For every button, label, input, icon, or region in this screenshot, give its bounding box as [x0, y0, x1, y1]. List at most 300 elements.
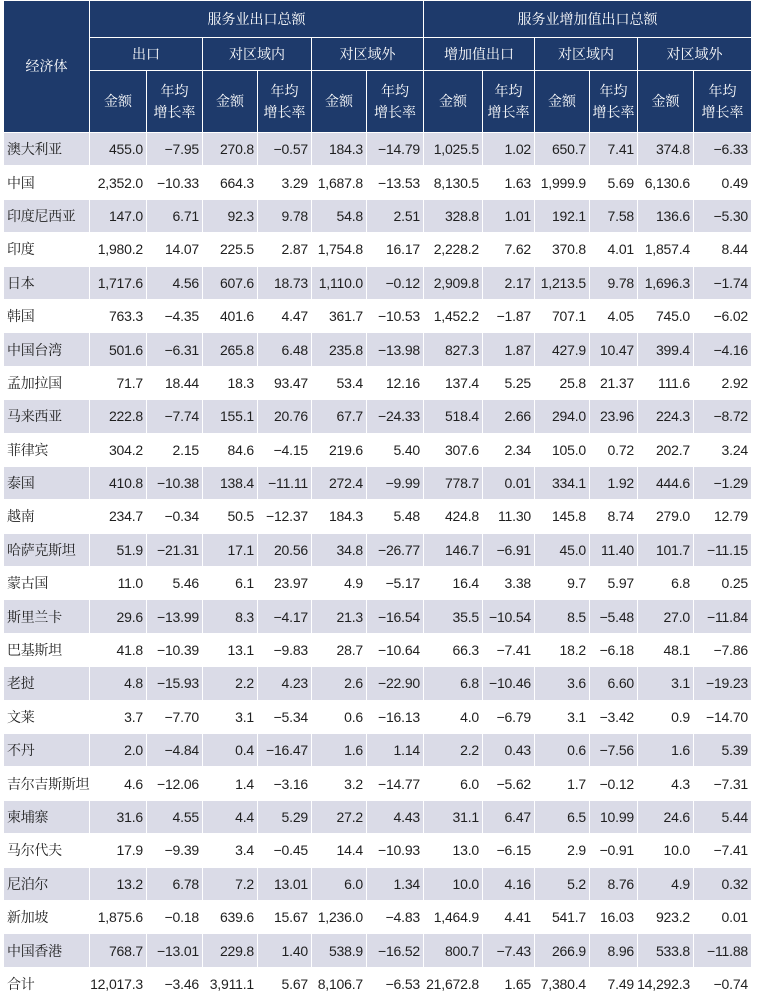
services-export-table	[4, 1, 752, 1001]
growth-rate-cell: −26.77	[367, 534, 424, 567]
amount-header: 金额	[424, 71, 483, 133]
table-row	[4, 600, 752, 633]
growth-rate-cell: 6.71	[147, 200, 203, 233]
amount-cell: 27.0	[638, 600, 694, 633]
amount-cell: 3,911.1	[203, 968, 258, 1001]
growth-rate-cell: −0.91	[590, 834, 638, 867]
growth-rate-cell: −0.34	[147, 500, 203, 533]
amount-cell: 29.6	[90, 600, 147, 633]
growth-rate-cell: −14.79	[367, 133, 424, 166]
subgroup-header-va-intra-region: 对区域内	[535, 38, 638, 71]
growth-rate-cell: 11.40	[590, 534, 638, 567]
amount-cell: 607.6	[203, 267, 258, 300]
growth-rate-cell: 0.49	[694, 166, 752, 199]
amount-cell: 370.8	[535, 233, 590, 266]
economy-cell: 日本	[4, 267, 90, 300]
amount-cell: 707.1	[535, 300, 590, 333]
table-row	[4, 400, 752, 433]
growth-rate-cell: −7.31	[694, 767, 752, 800]
amount-cell: 67.7	[312, 400, 367, 433]
amount-cell: 219.6	[312, 434, 367, 467]
amount-cell: 25.8	[535, 367, 590, 400]
growth-rate-cell: 5.97	[590, 567, 638, 600]
growth-rate-cell: 8.76	[590, 868, 638, 901]
subgroup-header-intra-region: 对区域内	[203, 38, 312, 71]
amount-cell: 7.2	[203, 868, 258, 901]
table-row	[4, 567, 752, 600]
amount-cell: 12,017.3	[90, 968, 147, 1001]
growth-rate-cell: −5.62	[483, 767, 535, 800]
amount-cell: 8,130.5	[424, 166, 483, 199]
amount-cell: 455.0	[90, 133, 147, 166]
growth-rate-cell: 2.15	[147, 434, 203, 467]
growth-rate-header	[147, 71, 203, 133]
amount-cell: 21,672.8	[424, 968, 483, 1001]
table-row	[4, 801, 752, 834]
amount-cell: 10.0	[638, 834, 694, 867]
growth-rate-cell: 8.44	[694, 233, 752, 266]
growth-rate-cell: 4.05	[590, 300, 638, 333]
growth-rate-cell: 0.32	[694, 868, 752, 901]
economy-cell: 不丹	[4, 734, 90, 767]
growth-rate-header-line1: 年均	[160, 82, 189, 99]
growth-rate-header-line1: 年均	[270, 82, 299, 99]
table-row	[4, 701, 752, 734]
amount-cell: 664.3	[203, 166, 258, 199]
amount-cell: 137.4	[424, 367, 483, 400]
economy-cell: 合计	[4, 968, 90, 1001]
amount-cell: 3.1	[535, 701, 590, 734]
growth-rate-cell: −13.98	[367, 333, 424, 366]
amount-cell: 6.8	[638, 567, 694, 600]
amount-cell: 6.1	[203, 567, 258, 600]
growth-rate-cell: 1.34	[367, 868, 424, 901]
growth-rate-cell: −14.77	[367, 767, 424, 800]
growth-rate-cell: 3.38	[483, 567, 535, 600]
amount-cell: 923.2	[638, 901, 694, 934]
growth-rate-cell: 5.44	[694, 801, 752, 834]
amount-cell: 14,292.3	[638, 968, 694, 1001]
amount-cell: 294.0	[535, 400, 590, 433]
growth-rate-cell: 0.01	[483, 467, 535, 500]
amount-cell: 3.6	[535, 667, 590, 700]
growth-rate-cell: −11.11	[258, 467, 312, 500]
growth-rate-cell: 4.56	[147, 267, 203, 300]
amount-cell: 1,464.9	[424, 901, 483, 934]
amount-cell: 1.6	[638, 734, 694, 767]
growth-rate-cell: −7.43	[483, 934, 535, 967]
subgroup-header-extra-region: 对区域外	[312, 38, 424, 71]
growth-rate-cell: 5.69	[590, 166, 638, 199]
table-row	[4, 333, 752, 366]
growth-rate-cell: −10.38	[147, 467, 203, 500]
amount-cell: 84.6	[203, 434, 258, 467]
growth-rate-cell: 1.65	[483, 968, 535, 1001]
growth-rate-header-line2: 增长率	[263, 103, 306, 120]
growth-rate-cell: 1.01	[483, 200, 535, 233]
amount-cell: 827.3	[424, 333, 483, 366]
amount-cell: 105.0	[535, 434, 590, 467]
amount-cell: 31.6	[90, 801, 147, 834]
growth-rate-cell: −7.86	[694, 634, 752, 667]
economy-column-header: 经济体	[4, 1, 90, 133]
amount-cell: 8.5	[535, 600, 590, 633]
table-row	[4, 901, 752, 934]
amount-cell: 13.1	[203, 634, 258, 667]
growth-rate-cell: −4.35	[147, 300, 203, 333]
table-row	[4, 233, 752, 266]
table-row	[4, 868, 752, 901]
subgroup-header-value-added-exports: 增加值出口	[424, 38, 535, 71]
table-row	[4, 734, 752, 767]
growth-rate-cell: 2.87	[258, 233, 312, 266]
amount-cell: 328.8	[424, 200, 483, 233]
amount-cell: 1.7	[535, 767, 590, 800]
growth-rate-cell: 8.74	[590, 500, 638, 533]
amount-cell: 1,857.4	[638, 233, 694, 266]
amount-cell: 1,687.8	[312, 166, 367, 199]
growth-rate-cell: 4.16	[483, 868, 535, 901]
economy-cell: 尼泊尔	[4, 868, 90, 901]
growth-rate-cell: −16.47	[258, 734, 312, 767]
amount-cell: 51.9	[90, 534, 147, 567]
growth-rate-header	[367, 71, 424, 133]
amount-cell: 2,352.0	[90, 166, 147, 199]
growth-rate-cell: 20.76	[258, 400, 312, 433]
growth-rate-cell: −4.17	[258, 600, 312, 633]
table-body	[4, 133, 752, 1001]
growth-rate-cell: 23.97	[258, 567, 312, 600]
growth-rate-cell: −7.56	[590, 734, 638, 767]
growth-rate-cell: −0.74	[694, 968, 752, 1001]
table-row	[4, 267, 752, 300]
growth-rate-cell: −10.33	[147, 166, 203, 199]
growth-rate-header-line1: 年均	[381, 82, 409, 99]
growth-rate-cell: 16.17	[367, 233, 424, 266]
amount-cell: 1.6	[312, 734, 367, 767]
amount-cell: 146.7	[424, 534, 483, 567]
amount-cell: 111.6	[638, 367, 694, 400]
amount-cell: 222.8	[90, 400, 147, 433]
growth-rate-cell: 5.25	[483, 367, 535, 400]
economy-cell: 韩国	[4, 300, 90, 333]
table-row	[4, 500, 752, 533]
amount-cell: 518.4	[424, 400, 483, 433]
growth-rate-cell: 0.25	[694, 567, 752, 600]
growth-rate-cell: 7.41	[590, 133, 638, 166]
growth-rate-cell: −10.54	[483, 600, 535, 633]
growth-rate-cell: −3.16	[258, 767, 312, 800]
amount-cell: 1,754.8	[312, 233, 367, 266]
economy-cell: 柬埔寨	[4, 801, 90, 834]
growth-rate-cell: −16.13	[367, 701, 424, 734]
growth-rate-cell: −16.54	[367, 600, 424, 633]
growth-rate-cell: −10.39	[147, 634, 203, 667]
growth-rate-cell: −7.70	[147, 701, 203, 734]
economy-cell: 中国	[4, 166, 90, 199]
table-row	[4, 300, 752, 333]
amount-cell: 270.8	[203, 133, 258, 166]
amount-cell: 2.2	[424, 734, 483, 767]
economy-cell: 巴基斯坦	[4, 634, 90, 667]
amount-cell: 4.6	[90, 767, 147, 800]
growth-rate-cell: −10.93	[367, 834, 424, 867]
growth-rate-header-line2: 增长率	[701, 103, 744, 120]
growth-rate-cell: −7.74	[147, 400, 203, 433]
growth-rate-cell: −0.18	[147, 901, 203, 934]
amount-cell: 10.0	[424, 868, 483, 901]
amount-cell: 4.0	[424, 701, 483, 734]
table-row	[4, 767, 752, 800]
amount-cell: 1,696.3	[638, 267, 694, 300]
amount-cell: 155.1	[203, 400, 258, 433]
table-row	[4, 534, 752, 567]
table-row	[4, 166, 752, 199]
growth-rate-cell: −6.18	[590, 634, 638, 667]
growth-rate-cell: 4.47	[258, 300, 312, 333]
growth-rate-cell: −0.57	[258, 133, 312, 166]
growth-rate-cell: 93.47	[258, 367, 312, 400]
amount-cell: 3.1	[203, 701, 258, 734]
economy-cell: 文莱	[4, 701, 90, 734]
amount-cell: 0.9	[638, 701, 694, 734]
amount-cell: 6.8	[424, 667, 483, 700]
amount-cell: 45.0	[535, 534, 590, 567]
growth-rate-cell: −21.31	[147, 534, 203, 567]
economy-cell: 菲律宾	[4, 434, 90, 467]
table-row	[4, 367, 752, 400]
growth-rate-cell: 1.40	[258, 934, 312, 967]
growth-rate-cell: 20.56	[258, 534, 312, 567]
growth-rate-cell: −12.37	[258, 500, 312, 533]
subgroup-header-exports: 出口	[90, 38, 203, 71]
amount-cell: 71.7	[90, 367, 147, 400]
economy-cell: 澳大利亚	[4, 133, 90, 166]
economy-cell: 马来西亚	[4, 400, 90, 433]
amount-cell: 639.6	[203, 901, 258, 934]
amount-cell: 265.8	[203, 333, 258, 366]
amount-cell: 2,909.8	[424, 267, 483, 300]
growth-rate-cell: 7.62	[483, 233, 535, 266]
growth-rate-cell: −1.74	[694, 267, 752, 300]
amount-cell: 1,213.5	[535, 267, 590, 300]
amount-cell: 50.5	[203, 500, 258, 533]
growth-rate-cell: 0.43	[483, 734, 535, 767]
amount-cell: 6,130.6	[638, 166, 694, 199]
table-row	[4, 434, 752, 467]
amount-cell: 192.1	[535, 200, 590, 233]
growth-rate-cell: −6.53	[367, 968, 424, 1001]
amount-cell: 538.9	[312, 934, 367, 967]
amount-cell: 14.4	[312, 834, 367, 867]
amount-cell: 202.7	[638, 434, 694, 467]
growth-rate-cell: 18.73	[258, 267, 312, 300]
amount-cell: 1.4	[203, 767, 258, 800]
table-row	[4, 634, 752, 667]
growth-rate-cell: −15.93	[147, 667, 203, 700]
amount-cell: 778.7	[424, 467, 483, 500]
growth-rate-cell: 6.60	[590, 667, 638, 700]
table-row	[4, 834, 752, 867]
amount-cell: 444.6	[638, 467, 694, 500]
amount-cell: 13.2	[90, 868, 147, 901]
growth-rate-cell: 10.99	[590, 801, 638, 834]
growth-rate-cell: 2.66	[483, 400, 535, 433]
growth-rate-cell: 13.01	[258, 868, 312, 901]
amount-cell: 28.7	[312, 634, 367, 667]
amount-cell: 334.1	[535, 467, 590, 500]
amount-cell: 1,980.2	[90, 233, 147, 266]
growth-rate-cell: 9.78	[258, 200, 312, 233]
amount-cell: 763.3	[90, 300, 147, 333]
growth-rate-cell: 1.14	[367, 734, 424, 767]
amount-cell: 2.9	[535, 834, 590, 867]
economy-cell: 马尔代夫	[4, 834, 90, 867]
amount-cell: 800.7	[424, 934, 483, 967]
amount-header: 金额	[638, 71, 694, 133]
growth-rate-cell: −8.72	[694, 400, 752, 433]
amount-cell: 6.0	[424, 767, 483, 800]
amount-header: 金额	[312, 71, 367, 133]
growth-rate-cell: −7.41	[483, 634, 535, 667]
growth-rate-cell: −11.88	[694, 934, 752, 967]
growth-rate-cell: 5.46	[147, 567, 203, 600]
amount-cell: 66.3	[424, 634, 483, 667]
growth-rate-cell: 2.34	[483, 434, 535, 467]
amount-cell: 8,106.7	[312, 968, 367, 1001]
amount-cell: 424.8	[424, 500, 483, 533]
growth-rate-cell: −1.29	[694, 467, 752, 500]
amount-cell: 145.8	[535, 500, 590, 533]
growth-rate-cell: −6.91	[483, 534, 535, 567]
amount-cell: 745.0	[638, 300, 694, 333]
growth-rate-cell: −5.34	[258, 701, 312, 734]
growth-rate-cell: 5.29	[258, 801, 312, 834]
amount-cell: 234.7	[90, 500, 147, 533]
growth-rate-cell: 0.01	[694, 901, 752, 934]
amount-cell: 101.7	[638, 534, 694, 567]
growth-rate-cell: 12.16	[367, 367, 424, 400]
table-row	[4, 968, 752, 1001]
amount-cell: 401.6	[203, 300, 258, 333]
amount-cell: 427.9	[535, 333, 590, 366]
amount-cell: 2.2	[203, 667, 258, 700]
amount-cell: 13.0	[424, 834, 483, 867]
growth-rate-cell: −16.52	[367, 934, 424, 967]
table-header	[4, 1, 752, 133]
amount-cell: 92.3	[203, 200, 258, 233]
growth-rate-cell: −4.15	[258, 434, 312, 467]
amount-cell: 272.4	[312, 467, 367, 500]
economy-cell: 吉尔吉斯斯坦	[4, 767, 90, 800]
growth-rate-cell: −4.84	[147, 734, 203, 767]
growth-rate-cell: 1.02	[483, 133, 535, 166]
amount-cell: 18.2	[535, 634, 590, 667]
growth-rate-cell: −10.46	[483, 667, 535, 700]
amount-cell: 307.6	[424, 434, 483, 467]
growth-rate-cell: 7.49	[590, 968, 638, 1001]
growth-rate-cell: 16.03	[590, 901, 638, 934]
growth-rate-cell: −6.15	[483, 834, 535, 867]
growth-rate-cell: −10.53	[367, 300, 424, 333]
amount-cell: 1,025.5	[424, 133, 483, 166]
growth-rate-header	[483, 71, 535, 133]
amount-cell: 304.2	[90, 434, 147, 467]
amount-header: 金额	[203, 71, 258, 133]
growth-rate-cell: 5.39	[694, 734, 752, 767]
economy-cell: 斯里兰卡	[4, 600, 90, 633]
growth-rate-cell: 4.01	[590, 233, 638, 266]
table-row	[4, 934, 752, 967]
growth-rate-cell: 14.07	[147, 233, 203, 266]
amount-cell: 235.8	[312, 333, 367, 366]
table-row	[4, 200, 752, 233]
growth-rate-cell: 4.41	[483, 901, 535, 934]
economy-cell: 孟加拉国	[4, 367, 90, 400]
growth-rate-cell: −5.30	[694, 200, 752, 233]
economy-cell: 中国台湾	[4, 333, 90, 366]
amount-cell: 3.2	[312, 767, 367, 800]
economy-cell: 印度	[4, 233, 90, 266]
growth-rate-cell: −13.53	[367, 166, 424, 199]
growth-rate-cell: 6.78	[147, 868, 203, 901]
growth-rate-cell: 3.24	[694, 434, 752, 467]
amount-cell: 361.7	[312, 300, 367, 333]
economy-cell: 蒙古国	[4, 567, 90, 600]
growth-rate-cell: 5.48	[367, 500, 424, 533]
amount-cell: 279.0	[638, 500, 694, 533]
amount-cell: 0.6	[312, 701, 367, 734]
growth-rate-cell: −9.99	[367, 467, 424, 500]
amount-cell: 1,999.9	[535, 166, 590, 199]
growth-rate-cell: −3.46	[147, 968, 203, 1001]
amount-cell: 11.0	[90, 567, 147, 600]
growth-rate-cell: −4.83	[367, 901, 424, 934]
growth-rate-cell: −3.42	[590, 701, 638, 734]
growth-rate-cell: 15.67	[258, 901, 312, 934]
amount-cell: 17.1	[203, 534, 258, 567]
amount-cell: 24.6	[638, 801, 694, 834]
amount-cell: 184.3	[312, 500, 367, 533]
amount-cell: 4.9	[312, 567, 367, 600]
amount-cell: 3.7	[90, 701, 147, 734]
growth-rate-header	[694, 71, 752, 133]
growth-rate-header-line2: 增长率	[592, 103, 635, 120]
amount-cell: 2,228.2	[424, 233, 483, 266]
growth-rate-cell: −11.84	[694, 600, 752, 633]
amount-cell: 399.4	[638, 333, 694, 366]
amount-cell: 53.4	[312, 367, 367, 400]
growth-rate-cell: −6.31	[147, 333, 203, 366]
growth-rate-header-line1: 年均	[708, 82, 737, 99]
growth-rate-cell: 11.30	[483, 500, 535, 533]
growth-rate-cell: −10.64	[367, 634, 424, 667]
amount-cell: 1,452.2	[424, 300, 483, 333]
amount-cell: 48.1	[638, 634, 694, 667]
amount-cell: 8.3	[203, 600, 258, 633]
growth-rate-cell: 21.37	[590, 367, 638, 400]
growth-rate-cell: 5.40	[367, 434, 424, 467]
growth-rate-cell: 2.92	[694, 367, 752, 400]
growth-rate-cell: −22.90	[367, 667, 424, 700]
amount-cell: 1,717.6	[90, 267, 147, 300]
amount-cell: 4.9	[638, 868, 694, 901]
amount-cell: 266.9	[535, 934, 590, 967]
amount-cell: 0.6	[535, 734, 590, 767]
amount-cell: 4.8	[90, 667, 147, 700]
amount-cell: 17.9	[90, 834, 147, 867]
amount-cell: 4.3	[638, 767, 694, 800]
